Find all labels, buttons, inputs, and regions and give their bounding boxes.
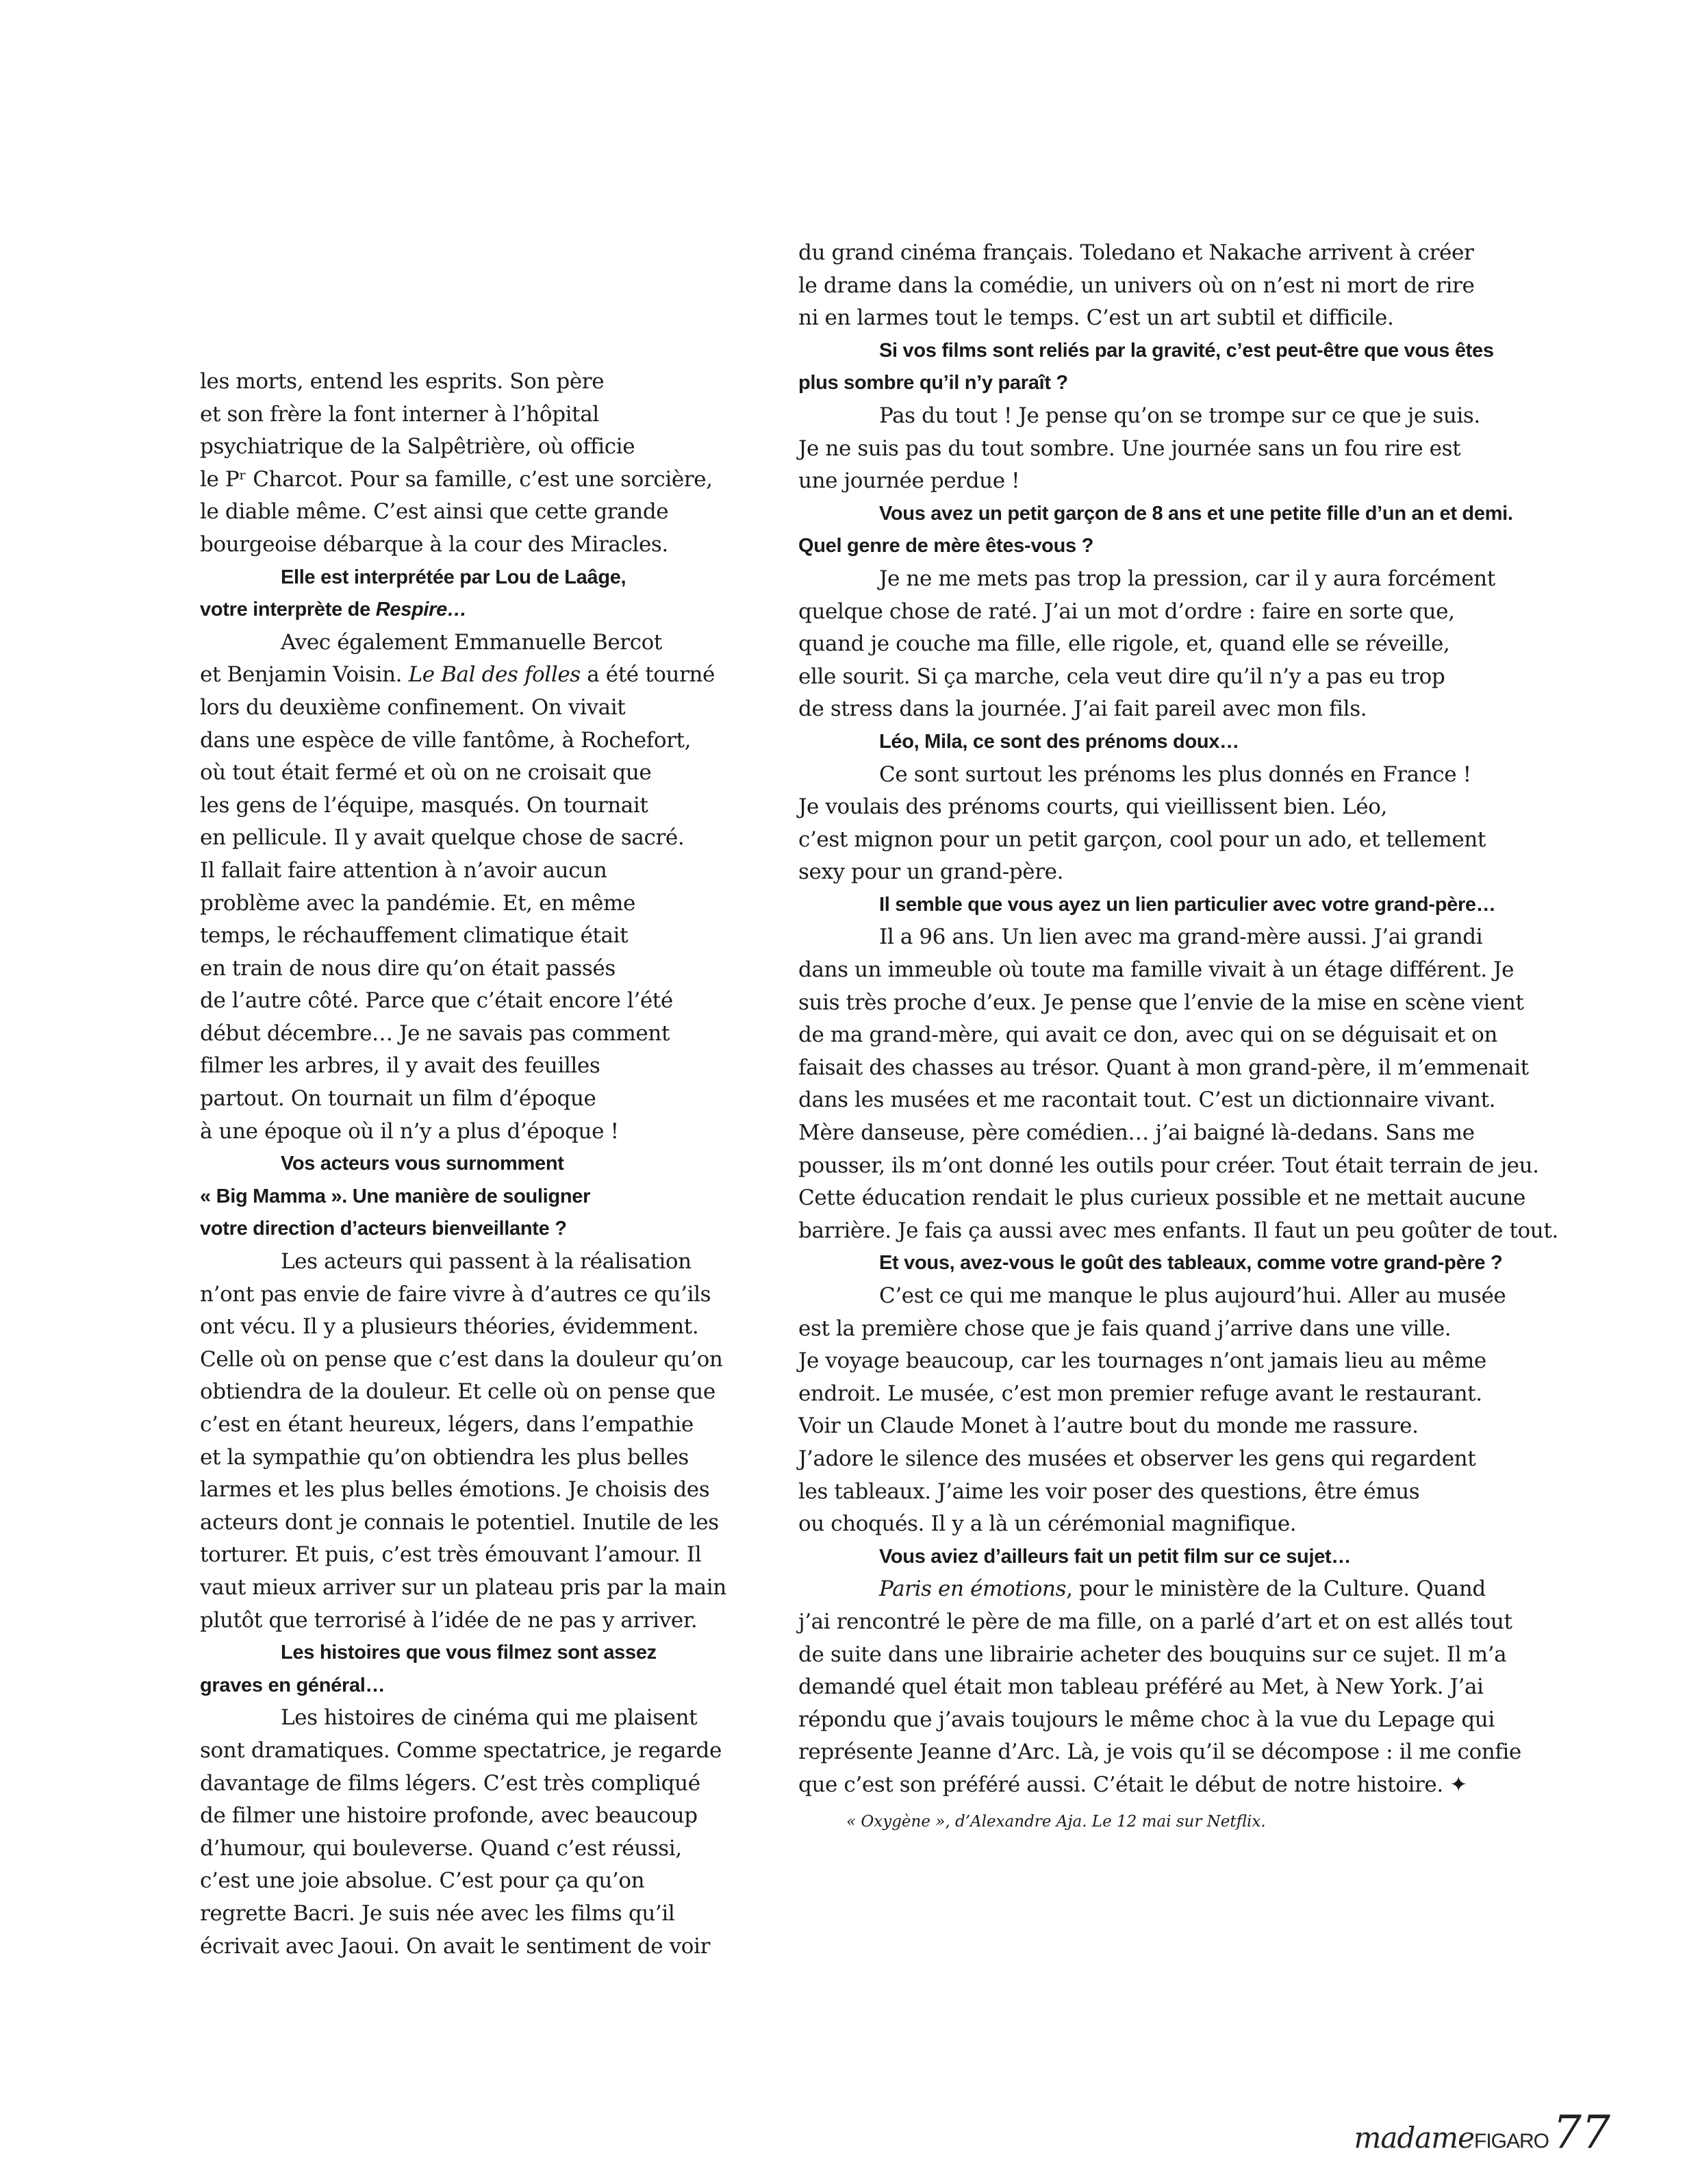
text-line: les gens de l’équipe, masqués. On tournait	[200, 792, 648, 818]
text-line: les tableaux. J’aime les voir poser des questions, être émus	[798, 1479, 1420, 1504]
text-line: Les acteurs qui passent à la réalisation	[281, 1249, 692, 1275]
text-line: dans un immeuble où toute ma famille vivait à un étage différent. Je	[798, 957, 1515, 983]
text-line	[798, 1573, 1487, 1606]
answer-9	[798, 1573, 1521, 1801]
text-line: écrivait avec Jaoui. On avait le sentiment de voir	[200, 1933, 710, 1959]
text-line: que c’est son préféré aussi. C’était le début de notre histoire. ✦	[798, 1772, 1467, 1797]
text-line: dans les musées et me racontait tout. C’est un dictionnaire vivant.	[798, 1088, 1496, 1113]
text-line: Mère danseuse, père comédien… j’ai baigné là-dedans. Sans me	[798, 1120, 1475, 1146]
text-line: de suite dans une librairie acheter des bouquins sur ce sujet. Il m’a	[798, 1642, 1507, 1667]
text-line: Je voyage beaucoup, car les tournages n’ont jamais lieu au même	[798, 1348, 1486, 1374]
text-line: où tout était fermé et où on ne croisait que	[200, 760, 652, 786]
text-line: Je ne me mets pas trop la pression, car il y aura forcément	[879, 566, 1495, 591]
question-line: « Big Mamma ». Une manière de souligner	[200, 1185, 591, 1207]
question-line: graves en général…	[200, 1674, 385, 1696]
text-line: le diable même. C’est ainsi que cette grande	[200, 499, 669, 525]
text-line: de filmer une histoire profonde, avec beaucoup	[200, 1803, 698, 1829]
text-line: torturer. Et puis, c’est très émouvant l’amour. Il	[200, 1542, 702, 1568]
text-line: bourgeoise débarque à la cour des Miracles.	[200, 531, 668, 557]
text-line: c’est une joie absolue. C’est pour ça qu’on	[200, 1868, 645, 1894]
text-line: à une époque où il n’y a plus d’époque !	[200, 1118, 619, 1144]
question-line: Vos acteurs vous surnomment	[281, 1153, 564, 1175]
question-6	[798, 726, 1487, 759]
text-line: Il a 96 ans. Un lien avec ma grand-mère aussi. J’ai grandi	[879, 925, 1483, 950]
question-line: Il semble que vous ayez un lien particulier avec votre grand-père…	[879, 893, 1496, 916]
magazine-brand-madame: madame	[1354, 2121, 1474, 2155]
text-line: regrette Bacri. Je suis née avec les films qu’il	[200, 1900, 675, 1926]
text-line: partout. On tournait un film d’époque	[200, 1086, 596, 1112]
text-line: Avec également Emmanuelle Bercot	[281, 629, 662, 655]
answer-8	[798, 1280, 1506, 1541]
question-8	[798, 1247, 1503, 1280]
text-line: ou choqués. Il y a là un cérémonial magnifique.	[798, 1511, 1297, 1537]
text-line: C’est ce qui me manque le plus aujourd’hui. Aller au musée	[879, 1283, 1506, 1308]
question-7	[798, 889, 1496, 922]
film-title: Le Bal des folles	[408, 662, 581, 688]
question-line: Elle est interprétée par Lou de Laâge,	[281, 566, 626, 588]
right-column	[798, 237, 1558, 1839]
text-line: demandé quel était mon tableau préféré au Met, à New York. J’ai	[798, 1674, 1484, 1700]
answer-7	[798, 921, 1558, 1247]
question-line: Et vous, avez-vous le goût des tableaux, comme votre grand-père ?	[879, 1252, 1503, 1275]
text-line: sexy pour un grand-père.	[798, 859, 1064, 885]
text-line: du grand cinéma français. Toledano et Nakache arrivent à créer	[798, 240, 1474, 265]
text-line: en train de nous dire qu’on était passés	[200, 955, 616, 981]
answer-5	[798, 563, 1495, 726]
magazine-brand-figaro: FIGARO	[1474, 2130, 1549, 2152]
text-line: Pas du tout ! Je pense qu’on se trompe sur ce que je suis.	[879, 403, 1480, 428]
text-line: lors du deuxième confinement. On vivait	[200, 694, 626, 720]
text-line: Je ne suis pas du tout sombre. Une journée sans un fou rire est	[798, 436, 1461, 461]
text-line: larmes et les plus belles émotions. Je choisis des	[200, 1477, 710, 1503]
text-line: le Pʳ Charcot. Pour sa famille, c’est une sorcière,	[200, 466, 713, 492]
text-line: une journée perdue !	[798, 468, 1020, 494]
text-line: c’est mignon pour un petit garçon, cool pour un ado, et tellement	[798, 827, 1486, 852]
question-line: Si vos films sont reliés par la gravité, c’est peut-être que vous êtes	[879, 339, 1494, 362]
text-line: elle sourit. Si ça marche, cela veut dire qu’il n’y a pas eu trop	[798, 664, 1445, 689]
text-line: plutôt que terrorisé à l’idée de ne pas y arriver.	[200, 1607, 698, 1633]
text-line: acteurs dont je connais le potentiel. Inutile de les	[200, 1509, 719, 1535]
answer-text: a été tourné	[580, 662, 715, 688]
text-line: Voir un Claude Monet à l’autre bout du monde me rassure.	[798, 1414, 1419, 1439]
text-line: vaut mieux arriver sur un plateau pris par la main	[200, 1574, 726, 1600]
answer-1	[200, 627, 734, 1149]
text-line: temps, le réchauffement climatique était	[200, 923, 629, 949]
answer-2	[200, 1246, 734, 1637]
text-line: ont vécu. Il y a plusieurs théories, évidemment.	[200, 1314, 699, 1340]
film-title: Paris en émotions	[879, 1577, 1067, 1602]
question-line: votre direction d’acteurs bienveillante ?	[200, 1218, 567, 1240]
text-line: barrière. Je fais ça aussi avec mes enfants. Il faut un peu goûter de tout.	[798, 1218, 1558, 1243]
text-line: J’adore le silence des musées et observer les gens qui regardent	[798, 1446, 1476, 1471]
text-line: de ma grand-mère, qui avait ce don, avec qui on se déguisait et on	[798, 1022, 1497, 1048]
film-credit: « Oxygène », d’Alexandre Aja. Le 12 mai sur Netflix.	[846, 1812, 1266, 1831]
answer-text: , pour le ministère de la Culture. Quand	[1066, 1577, 1486, 1602]
text-line: endroit. Le musée, c’est mon premier refuge avant le restaurant.	[798, 1381, 1482, 1406]
text-line: j’ai rencontré le père de ma fille, on a parlé d’art et on est allés tout	[798, 1609, 1512, 1634]
page-folio	[1354, 2106, 1610, 2159]
question-line: Quel genre de mère êtes-vous ?	[798, 535, 1093, 557]
text-line: Ce sont surtout les prénoms les plus donnés en France !	[879, 762, 1471, 787]
text-line: les morts, entend les esprits. Son père	[200, 369, 605, 394]
answer-text: et Benjamin Voisin.	[200, 662, 409, 688]
text-line: Celle où on pense que c’est dans la douleur qu’on	[200, 1346, 723, 1372]
text-line	[200, 659, 734, 692]
question-text: votre interprète de	[200, 599, 376, 621]
film-title: Respire…	[375, 599, 467, 621]
text-line: d’humour, qui bouleverse. Quand c’est réussi,	[200, 1835, 682, 1861]
text-line: sont dramatiques. Comme spectatrice, je regarde	[200, 1737, 722, 1763]
text-line: Je voulais des prénoms courts, qui vieillissent bien. Léo,	[798, 794, 1387, 820]
answer-4	[798, 400, 1487, 498]
answer-6	[798, 759, 1487, 889]
question-line: Vous avez un petit garçon de 8 ans et une petite fille d’un an et demi.	[879, 502, 1513, 525]
text-line: pousser, ils m’ont donné les outils pour créer. Tout était terrain de jeu.	[798, 1153, 1539, 1178]
question-5	[798, 498, 1513, 563]
question-4	[798, 335, 1494, 400]
question-line: plus sombre qu’il n’y paraît ?	[798, 372, 1068, 394]
text-line: ni en larmes tout le temps. C’est un art subtil et difficile.	[798, 305, 1394, 331]
text-line: Cette éducation rendait le plus curieux possible et ne mettait aucune	[798, 1185, 1525, 1211]
answer-3	[200, 1702, 734, 1963]
text-line: le drame dans la comédie, un univers où on n’est ni mort de rire	[798, 273, 1475, 298]
question-1	[200, 562, 734, 627]
text-line: répondu que j’avais toujours le même choc à la vue du Lepage qui	[798, 1707, 1495, 1732]
text-line: et son frère la font interner à l’hôpital	[200, 401, 599, 427]
text-line: de stress dans la journée. J’ai fait pareil avec mon fils.	[798, 696, 1367, 722]
text-line: de l’autre côté. Parce que c’était encore l’été	[200, 988, 673, 1014]
text-line: quelque chose de raté. J’ai un mot d’ordre : faire en sorte que,	[798, 599, 1455, 624]
question-line: Léo, Mila, ce sont des prénoms doux…	[879, 730, 1239, 753]
text-line: faisait des chasses au trésor. Quant à mon grand-père, il m’emmenait	[798, 1055, 1529, 1080]
text-line: obtiendra de la douleur. Et celle où on pense que	[200, 1379, 715, 1405]
text-line: problème avec la pandémie. Et, en même	[200, 890, 635, 916]
paragraph-intro	[200, 366, 734, 562]
text-line: dans une espèce de ville fantôme, à Rochefort,	[200, 727, 692, 753]
text-line: et la sympathie qu’on obtiendra les plus belles	[200, 1444, 689, 1470]
question-line: Vous aviez d’ailleurs fait un petit film sur ce sujet…	[879, 1545, 1352, 1568]
text-line: quand je couche ma fille, elle rigole, et, quand elle se réveille,	[798, 631, 1450, 657]
text-line: début décembre… Je ne savais pas comment	[200, 1020, 670, 1046]
question-line	[200, 594, 734, 627]
text-line: psychiatrique de la Salpêtrière, où officie	[200, 434, 635, 460]
text-line: davantage de films légers. C’est très compliqué	[200, 1770, 700, 1796]
left-column	[200, 366, 734, 1963]
question-2	[200, 1148, 734, 1246]
question-line: Les histoires que vous filmez sont assez	[281, 1642, 657, 1664]
text-line: Il fallait faire attention à n’avoir aucun	[200, 857, 607, 883]
question-9	[798, 1541, 1487, 1574]
text-line: Les histoires de cinéma qui me plaisent	[281, 1705, 698, 1731]
text-line: suis très proche d’eux. Je pense que l’envie de la mise en scène vient	[798, 990, 1524, 1015]
text-line: est la première chose que je fais quand j’arrive dans une ville.	[798, 1316, 1452, 1341]
page-number: 77	[1553, 2106, 1610, 2159]
text-line: représente Jeanne d’Arc. Là, je vois qu’il se décompose : il me confie	[798, 1740, 1521, 1765]
text-line: c’est en étant heureux, légers, dans l’empathie	[200, 1412, 694, 1437]
question-3	[200, 1637, 734, 1702]
text-line: filmer les arbres, il y avait des feuilles	[200, 1053, 600, 1079]
paragraph-continued	[798, 237, 1487, 335]
text-line: n’ont pas envie de faire vivre à d’autres ce qu’ils	[200, 1281, 711, 1307]
text-line: en pellicule. Il y avait quelque chose de sacré.	[200, 825, 685, 851]
